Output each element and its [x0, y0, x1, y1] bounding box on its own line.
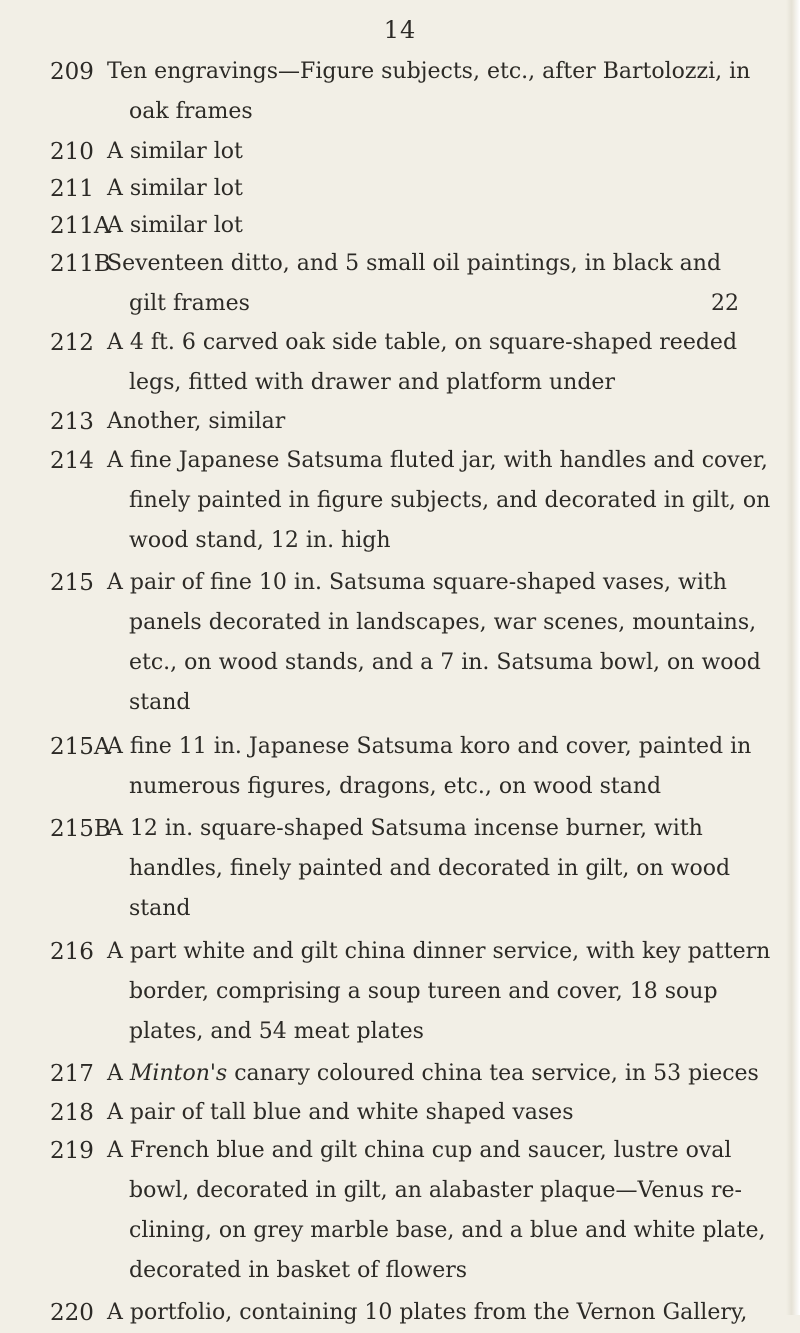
- lot-description: [107, 206, 739, 246]
- lot-number: 211A: [50, 213, 111, 239]
- description-line: oak frames: [129, 99, 253, 124]
- description-line: A similar lot: [107, 176, 243, 201]
- lot-price: 22: [711, 291, 739, 316]
- description-line: Another, similar: [107, 409, 286, 434]
- description-line: finely painted in figure subjects, and decorated in gilt, on: [129, 488, 771, 513]
- lot-number: 211: [50, 176, 94, 202]
- lot-description: [107, 52, 751, 132]
- lot-description: [107, 809, 739, 929]
- lot-description: [107, 1093, 739, 1133]
- description-line: Ten engravings—Figure subjects, etc., after Bartolozzi, in: [107, 59, 751, 84]
- description-line: legs, fitted with drawer and platform under: [129, 370, 615, 395]
- description-line: decorated in basket of flowers: [129, 1258, 468, 1283]
- lot-description: [107, 1293, 748, 1333]
- lot-number: 210: [50, 139, 94, 165]
- description-line: panels decorated in landscapes, war scenes, mountains,: [129, 610, 757, 635]
- description-line: etc., on wood stands, and a 7 in. Satsuma bowl, on wood: [129, 650, 761, 675]
- page-edge: [786, 0, 800, 1315]
- lot-description: [107, 1054, 759, 1094]
- lot-number: 220: [50, 1300, 94, 1326]
- lot-description: [107, 1131, 766, 1291]
- lot-number: 209: [50, 59, 94, 85]
- description-line: border, comprising a soup tureen and cover, 18 soup: [129, 979, 718, 1004]
- lot-description: [107, 441, 771, 561]
- lot-number: 212: [50, 330, 94, 356]
- lot-number: 213: [50, 409, 94, 435]
- description-line: [107, 1054, 759, 1094]
- description-line: A fine 11 in. Japanese Satsuma koro and cover, painted in: [107, 734, 752, 759]
- lot-description: [107, 323, 739, 403]
- lot-description: [107, 563, 761, 723]
- description-line: A 12 in. square-shaped Satsuma incense burner, with: [107, 816, 703, 841]
- lot-description: [107, 932, 771, 1052]
- description-line: A similar lot: [107, 213, 243, 238]
- description-line: stand: [129, 896, 191, 921]
- description-line: A portfolio, containing 10 plates from the Vernon Gallery,: [107, 1300, 748, 1325]
- lot-number: 219: [50, 1138, 94, 1164]
- maker-name: Minton's: [129, 1061, 228, 1086]
- description-line: clining, on grey marble base, and a blue and white plate,: [129, 1218, 766, 1243]
- description-line: A 4 ft. 6 carved oak side table, on square-shaped reeded: [107, 330, 738, 355]
- description-line: stand: [129, 690, 191, 715]
- lot-number: 218: [50, 1100, 94, 1126]
- lot-description: [107, 169, 739, 209]
- lot-description: [107, 402, 739, 442]
- description-line: A similar lot: [107, 139, 243, 164]
- description-line: handles, finely painted and decorated in gilt, on wood: [129, 856, 731, 881]
- description-line: A fine Japanese Satsuma fluted jar, with handles and cover,: [107, 448, 768, 473]
- lot-description: [107, 244, 739, 324]
- description-line: plates, and 54 meat plates: [129, 1019, 424, 1044]
- description-line: bowl, decorated in gilt, an alabaster plaque—Venus re-: [129, 1178, 742, 1203]
- lot-description: [107, 132, 739, 172]
- lot-number: 215B: [50, 816, 111, 842]
- description-text: canary coloured china tea service, in 53 pieces: [227, 1061, 759, 1086]
- lot-number: 215: [50, 570, 94, 596]
- lot-description: [107, 727, 752, 807]
- page-number: 14: [383, 16, 417, 44]
- description-line: [107, 284, 739, 324]
- lot-number: 214: [50, 448, 94, 474]
- lot-number: 211B: [50, 251, 111, 277]
- description-line: A French blue and gilt china cup and saucer, lustre oval: [107, 1138, 732, 1163]
- lot-number: 216: [50, 939, 94, 965]
- lot-number: 217: [50, 1061, 94, 1087]
- description-text: A: [107, 1061, 130, 1086]
- lot-number: 215A: [50, 734, 111, 760]
- description-line: wood stand, 12 in. high: [129, 528, 391, 553]
- description-line: A pair of tall blue and white shaped vases: [107, 1100, 574, 1125]
- description-line: A pair of fine 10 in. Satsuma square-shaped vases, with: [107, 570, 727, 595]
- description-text: gilt frames: [129, 291, 250, 316]
- description-line: A part white and gilt china dinner service, with key pattern: [107, 939, 771, 964]
- description-line: Seventeen ditto, and 5 small oil paintings, in black and: [107, 251, 722, 276]
- description-line: numerous figures, dragons, etc., on wood stand: [129, 774, 662, 799]
